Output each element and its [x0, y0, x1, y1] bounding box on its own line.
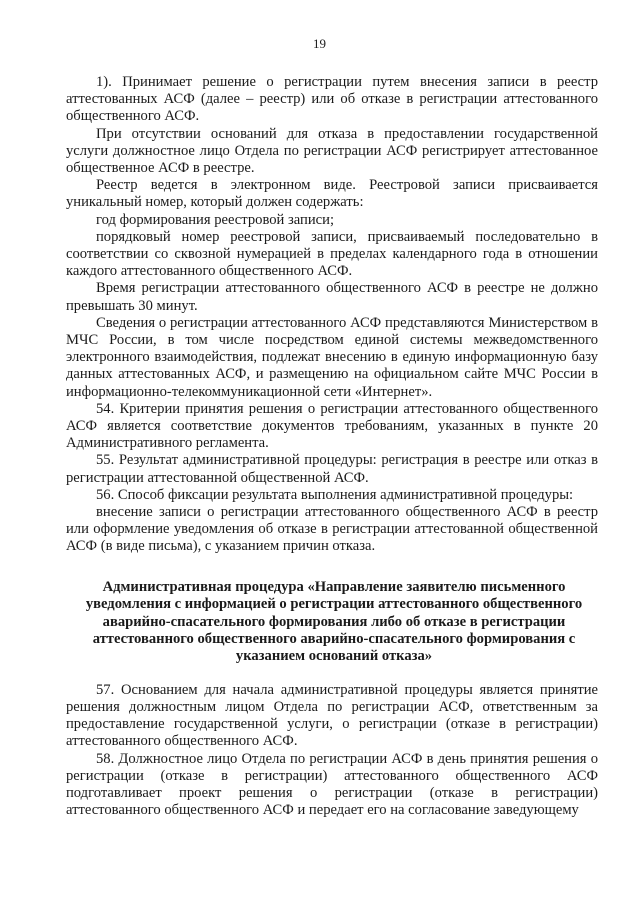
- paragraph: 56. Способ фиксации результата выполнения административной процедуры:: [96, 486, 574, 503]
- paragraph: При отсутствии оснований для отказа в предоставлении государственной услуги должностное лицо Отдела по регистрации АСФ регистрирует аттестованное общественное АСФ в реестре.: [66, 125, 598, 177]
- paragraph: 1). Принимает решение о регистрации путем внесения записи в реестр аттестованных АСФ (далее – реестр) или об отказе в регистрации аттестованного общественного АСФ.: [66, 74, 598, 125]
- paragraph: 58. Должностное лицо Отдела по регистрации АСФ в день принятия решения о регистрации (отказе в регистрации) аттестованного общественного АСФ подготавливает проект решения о регистрации (отказе в регистрации) аттестованного общественного АСФ и передает его на согласование заведующему: [66, 750, 598, 819]
- paragraph: Сведения о регистрации аттестованного АСФ представляются Министерством в МЧС России, в том числе посредством единой системы межведомственного электронного взаимодействия, подлежат внесению в единую информационную базу данных аттестованных АСФ, и размещению на официальном сайте МЧС России в информационно-телекоммуникационной сети «Интернет».: [66, 314, 598, 400]
- paragraph: 57. Основанием для начала административной процедуры является принятие решения должностным лицом Отдела по регистрации АСФ, ответственным за предоставление государственной услуги, о регистрации (отказе в регистрации) аттестованного общественного АСФ.: [66, 681, 598, 750]
- paragraph: Время регистрации аттестованного общественного АСФ в реестре не должно превышать 30 минут.: [66, 280, 598, 314]
- paragraph: Реестр ведется в электронном виде. Реестровой записи присваивается уникальный номер, который должен содержать:: [66, 177, 598, 211]
- paragraph: 55. Результат административной процедуры: регистрация в реестре или отказ в регистрации аттестованной общественной АСФ.: [66, 452, 598, 486]
- paragraph: 54. Критерии принятия решения о регистрации аттестованного общественного АСФ является соответствие документов требованиям, указанных в пункте 20 Административного регламента.: [66, 400, 598, 452]
- paragraph: год формирования реестровой записи;: [96, 211, 334, 228]
- page-number: 19: [313, 36, 326, 51]
- paragraph: внесение записи о регистрации аттестованного общественного АСФ в реестр или оформление уведомления об отказе в регистрации аттестованной общественной АСФ (в виде письма), с указанием причин отказа.: [66, 504, 598, 555]
- document-body: [66, 74, 598, 819]
- section-heading: Административная процедура «Направление заявителю письменного уведомления с информацией о регистрации аттестованного общественного аварийно-спасательного формирования либо об отказе в регистрации аттестованного общественного аварийно-спасательного формирования с указанием оснований отказа»: [85, 578, 583, 665]
- paragraph: порядковый номер реестровой записи, присваиваемый последовательно в соответствии со сквозной нумерацией в пределах календарного года в отношении каждого аттестованного общественного АСФ.: [66, 228, 598, 280]
